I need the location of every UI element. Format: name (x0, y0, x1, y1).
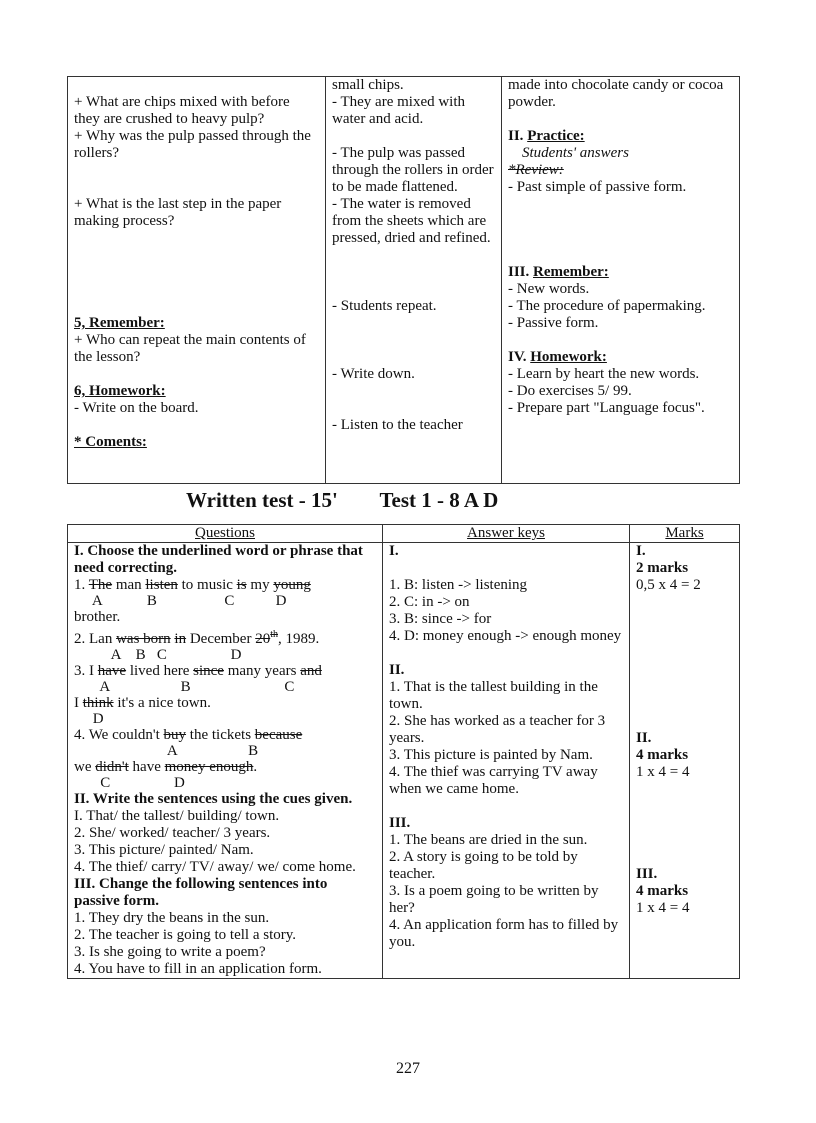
marks-part2: II. (636, 730, 652, 746)
lesson-table (67, 76, 740, 484)
answer-item: 4. D: money enough -> enough money (389, 628, 622, 644)
q3-letters: A B C (74, 679, 295, 695)
header-marks: Marks (630, 525, 740, 543)
q4-letters2: C D (74, 775, 185, 791)
marks-part1-calc: 0,5 x 4 = 2 (636, 577, 701, 593)
lesson-col-students (326, 77, 502, 484)
test-title: Written test - 15' Test 1 - 8 A D (186, 488, 499, 512)
marks-part3: III. (636, 866, 658, 882)
marks-part3-total: 4 marks (636, 883, 689, 899)
answer-listen: - Listen to the teacher (332, 417, 463, 433)
marks-cell (630, 543, 740, 979)
answers-part2-heading: II. (389, 662, 405, 678)
remember-number: III. (508, 264, 534, 280)
question-chips: + What are chips mixed with before they are crushed to heavy pulp? (74, 94, 290, 127)
test-table (67, 524, 740, 979)
lesson-col-board (502, 77, 740, 484)
q1-sentence4-end: we didn't have money enough. (74, 759, 258, 775)
q3-letter-d: D (74, 711, 104, 727)
part3-item: 2. The teacher is going to tell a story. (74, 927, 297, 943)
homework-board: - Write on the board. (74, 400, 199, 416)
q1-sentence4: 4. We couldn't buy the tickets because (74, 727, 303, 743)
q1-end: brother. (74, 609, 121, 625)
part3-heading: III. Change the following sentences into passive form. (74, 876, 328, 909)
answer-mixed: - They are mixed with water and acid. (332, 94, 466, 127)
answer-item: 2. C: in -> on (389, 594, 470, 610)
practice-sub: Students' answers (522, 145, 629, 161)
answer-write-down: - Write down. (332, 366, 415, 382)
comments-heading: * Coments: (74, 434, 147, 450)
board-remember-heading: Remember: (533, 264, 609, 280)
review-item: - Past simple of passive form. (508, 179, 687, 195)
answer-item: 3. This picture is painted by Nam. (389, 747, 593, 763)
answer-item: 1. That is the tallest building in the town. (389, 679, 598, 712)
homework-number: IV. (508, 349, 531, 365)
q1-sentence2: 2. Lan was born in December 20th, 1989. (74, 629, 320, 647)
answer-water: - The water is removed from the sheets which are pressed, dried and refined. (332, 196, 491, 246)
review-heading: *Review: (508, 162, 564, 178)
marks-part1: I. (636, 543, 646, 559)
answer-item: 4. The thief was carrying TV away when we came home. (389, 764, 598, 797)
q4-letters: A B (74, 743, 259, 759)
answer-rollers: - The pulp was passed through the rollers in order to be made flattened. (332, 145, 494, 195)
practice-number: II. (508, 128, 528, 144)
answer-item: 1. B: listen -> listening (389, 577, 528, 593)
answer-item: 3. Is a poem going to be written by her? (389, 883, 599, 916)
homework-item: - Prepare part "Language focus". (508, 400, 705, 416)
part3-item: 1. They dry the beans in the sun. (74, 910, 270, 926)
q1-sentence3-end: I think it's a nice town. (74, 695, 211, 711)
answer-item: 3. B: since -> for (389, 611, 492, 627)
part1-heading: I. Choose the underlined word or phrase that need correcting. (74, 543, 363, 576)
remember-item: - The procedure of papermaking. (508, 298, 706, 314)
q2-letters: A B C D (74, 647, 242, 663)
marks-part2-total: 4 marks (636, 747, 689, 763)
homework-heading: 6, Homework: (74, 383, 166, 399)
answer-item: 2. She has worked as a teacher for 3 years. (389, 713, 606, 746)
part3-item: 3. Is she going to write a poem? (74, 944, 266, 960)
answer-repeat: - Students repeat. (332, 298, 437, 314)
q1-letters: A B C D (74, 593, 287, 609)
header-questions: Questions (68, 525, 383, 543)
answer-small-chips: small chips. (332, 77, 404, 93)
answers-part3-heading: III. (389, 815, 411, 831)
part2-item: 4. The thief/ carry/ TV/ away/ we/ come home. (74, 859, 356, 875)
question-rollers: + Why was the pulp passed through the rollers? (74, 128, 311, 161)
homework-item: - Learn by heart the new words. (508, 366, 700, 382)
part2-item: 3. This picture/ painted/ Nam. (74, 842, 254, 858)
remember-item: - New words. (508, 281, 590, 297)
homework-item: - Do exercises 5/ 99. (508, 383, 632, 399)
part2-item: I. That/ the tallest/ building/ town. (74, 808, 280, 824)
marks-part3-calc: 1 x 4 = 4 (636, 900, 690, 916)
answer-item: 2. A story is going to be told by teacher. (389, 849, 578, 882)
answer-item: 4. An application form has to filled by you. (389, 917, 619, 950)
part3-item: 4. You have to fill in an application form. (74, 961, 322, 977)
page-number: 227 (396, 1060, 420, 1077)
q1-sentence1: 1. The man listen to music is my young (74, 577, 311, 593)
marks-part2-calc: 1 x 4 = 4 (636, 764, 690, 780)
practice-heading: Practice: (527, 128, 585, 144)
header-answer-keys: Answer keys (383, 525, 630, 543)
remember-item: - Passive form. (508, 315, 599, 331)
answer-item: 1. The beans are dried in the sun. (389, 832, 588, 848)
q1-sentence3: 3. I have lived here since many years and (74, 663, 322, 679)
answers-part1-heading: I. (389, 543, 399, 559)
question-repeat: + Who can repeat the main contents of the lesson? (74, 332, 306, 365)
board-intro: made into chocolate candy or cocoa powder. (508, 77, 724, 110)
part2-item: 2. She/ worked/ teacher/ 3 years. (74, 825, 271, 841)
questions-cell (68, 543, 383, 979)
answers-cell (383, 543, 630, 979)
remember-heading: 5, Remember: (74, 315, 165, 331)
lesson-col-teacher (68, 77, 326, 484)
question-last-step: + What is the last step in the paper making process? (74, 196, 282, 229)
board-homework-heading: Homework: (530, 349, 607, 365)
marks-part1-total: 2 marks (636, 560, 689, 576)
part2-heading: II. Write the sentences using the cues given. (74, 791, 353, 807)
